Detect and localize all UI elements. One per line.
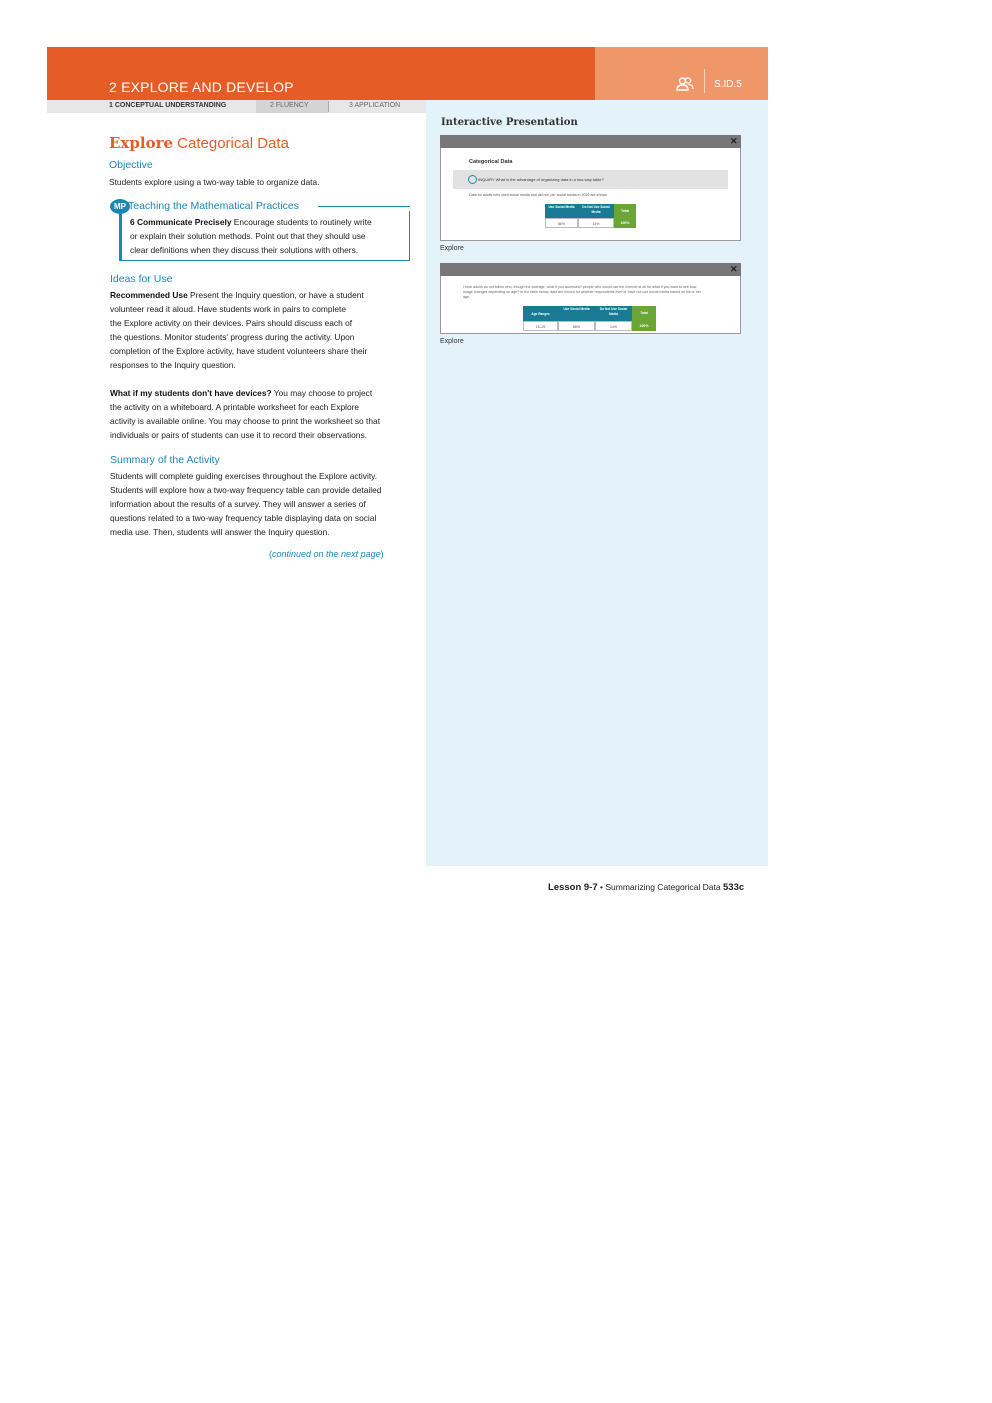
- continued-note: (continued on the next page): [269, 549, 384, 559]
- mp-line: clear definitions when they discuss their solutions with others.: [130, 245, 359, 255]
- tab-divider: [328, 101, 329, 112]
- ideas-text: [110, 288, 367, 372]
- table-cell: 86%: [558, 321, 595, 331]
- section-title: 2 EXPLORE AND DEVELOP: [109, 79, 294, 95]
- interactive-heading: Interactive Presentation: [441, 117, 578, 128]
- slide-1-note: Data for adults who used social media and did not, per social media in 2016 are shown: [469, 193, 608, 197]
- close-icon[interactable]: ✕: [730, 136, 738, 146]
- summary-text: [110, 469, 381, 539]
- slide-2-caption: Explore: [440, 338, 464, 345]
- objective-heading: Objective: [109, 159, 153, 171]
- slide-1-inquiry: INQUIRY What is the advantage of organizing data in a two-way table?: [478, 177, 604, 182]
- tab-application[interactable]: 3 APPLICATION: [349, 102, 401, 109]
- devices-line: the activity on a whiteboard. A printable worksheet for each Explore: [110, 402, 360, 412]
- ideas-line: volunteer read it aloud. Have students work in pairs to complete: [110, 304, 347, 314]
- table-cell-total: 100%: [632, 321, 656, 331]
- standard-code: S.ID.5: [714, 79, 742, 90]
- inquiry-icon: [468, 175, 477, 184]
- people-icon: [676, 76, 694, 92]
- slide-1-title: Categorical Data: [469, 159, 513, 165]
- ideas-line: the questions. Monitor students' progress during the activity. Upon: [110, 332, 355, 342]
- footer-bullet: •: [597, 882, 606, 892]
- summary-line: Students will complete guiding exercises throughout the Explore activity.: [110, 471, 378, 481]
- table-header: Age Ranges: [523, 306, 558, 321]
- devices-line: You may choose to project: [271, 388, 373, 398]
- table-cell: 86%: [545, 218, 578, 228]
- footer-lesson: Lesson 9-7: [548, 882, 598, 893]
- devices-line: individuals or pairs of students can use it to record their observations.: [110, 430, 367, 440]
- ideas-line: responses to the Inquiry question.: [110, 360, 236, 370]
- page-title-bold: Explore: [109, 134, 174, 152]
- slide-1-caption: Explore: [440, 245, 464, 252]
- mp-line: Encourage students to routinely write: [231, 217, 372, 227]
- continued-text: continued on the next page: [272, 549, 381, 559]
- mp-text: [130, 215, 372, 257]
- ideas-line: the Explore activity on their devices. Pairs should discuss each of: [110, 318, 353, 328]
- table-header: Use Social Media: [558, 306, 595, 321]
- tab-fluency[interactable]: 2 FLUENCY: [270, 102, 309, 109]
- table-cell: 14%: [595, 321, 632, 331]
- ideas-bold: Recommended Use: [110, 290, 188, 300]
- footer-topic: Summarizing Categorical Data: [605, 882, 721, 892]
- table-cell-total: 100%: [614, 218, 636, 228]
- page-title-rest: Categorical Data: [173, 135, 289, 152]
- table-header: Do Not Use Social Media: [595, 306, 632, 321]
- summary-line: information about the results of a survey. They will answer a series of: [110, 499, 366, 509]
- mp-bold: 6 Communicate Precisely: [130, 217, 232, 227]
- ideas-line: Present the Inquiry question, or have a student: [187, 290, 364, 300]
- slide-2-text-line: age.: [463, 295, 470, 299]
- slide-2-text-line: I hear adults do not follow who, though the average, what if you accessed? people who would use the internet at all for what if you want to see how: [463, 285, 697, 289]
- mp-line: or explain their solution methods. Point out that they should use: [130, 231, 366, 241]
- devices-line: activity is available online. You may choose to print the worksheet so that: [110, 416, 381, 426]
- header-side-band: [595, 47, 768, 100]
- table-header-total: Total: [632, 306, 656, 321]
- slide-2-titlebar: [440, 263, 741, 276]
- slide-1-titlebar: [440, 135, 741, 148]
- tab-conceptual-understanding[interactable]: 1 CONCEPTUAL UNDERSTANDING: [109, 102, 227, 109]
- page-number: 533c: [723, 882, 745, 893]
- table-header: Do Not Use Social Media: [578, 204, 614, 218]
- table-header-total: Total: [614, 204, 636, 218]
- close-icon[interactable]: ✕: [730, 264, 738, 274]
- summary-heading: Summary of the Activity: [110, 454, 220, 466]
- page-title: [109, 134, 289, 152]
- mp-heading: Teaching the Mathematical Practices: [128, 200, 299, 212]
- devices-text: [110, 386, 380, 442]
- table-cell: 18–29: [523, 321, 558, 331]
- table-cell: 14%: [578, 218, 614, 228]
- header-divider: [704, 69, 705, 93]
- slide-2-text-line: usage changes depending on age? In the table below, data are shown for whether respondents ever or have not use social media based on his or her: [463, 290, 701, 294]
- mp-callout-rule: [318, 206, 410, 207]
- objective-text: Students explore using a two-way table to organize data.: [109, 177, 320, 187]
- summary-line: media use. Then, students will answer the Inquiry question.: [110, 527, 330, 537]
- summary-line: Students will explore how a two-way frequency table can provide detailed: [110, 485, 382, 495]
- table-header: Use Social Media: [545, 204, 578, 218]
- mp-badge-icon: MP: [110, 199, 130, 214]
- ideas-line: completion of the Explore activity, have student volunteers share their: [110, 346, 368, 356]
- summary-line: questions related to a two-way frequency table displaying data on social: [110, 513, 377, 523]
- devices-bold: What if my students don't have devices?: [110, 388, 272, 398]
- page-footer: [548, 882, 744, 893]
- ideas-heading: Ideas for Use: [110, 273, 173, 285]
